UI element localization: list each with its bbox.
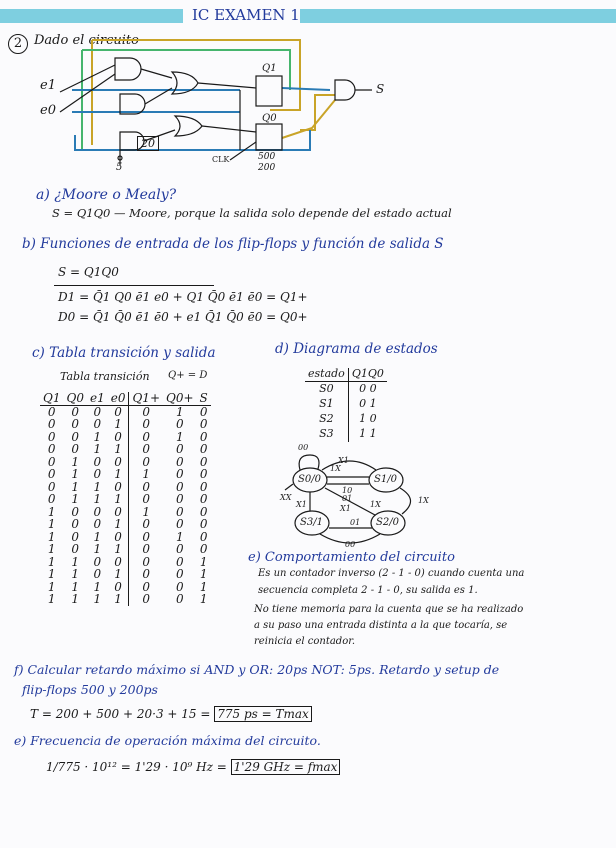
- table-cell: 1: [47, 529, 56, 544]
- table-cell: 0: [114, 529, 122, 544]
- table-cell: 1: [93, 492, 102, 506]
- output-s-label: S: [376, 82, 385, 96]
- not-delay-label: 5: [116, 162, 123, 173]
- table-cell: 1: [71, 592, 80, 606]
- table-cell: 0: [129, 518, 163, 531]
- table-cell: 1: [47, 579, 56, 594]
- ff-q0-label: Q0: [262, 113, 277, 124]
- input-e1-label: e1: [40, 78, 56, 93]
- question-c: c) Tabla transición y salida: [32, 345, 216, 361]
- table-cell: 0: [71, 417, 80, 431]
- freq-calc-text: 1/775 · 10¹² = 1'29 · 10⁹ Hz =: [46, 760, 227, 774]
- problem-intro: Dado el circuito: [34, 33, 139, 48]
- table-cell: 0: [175, 592, 184, 606]
- table-cell: 1: [71, 567, 80, 581]
- table-cell: 0: [114, 479, 122, 494]
- answer-a: S = Q1Q0 — Moore, porque la salida solo depende del estado actual: [52, 206, 452, 220]
- table-cell: 0: [71, 529, 80, 544]
- table-cell: 1: [71, 467, 80, 481]
- table-cell: 0: [129, 593, 163, 606]
- table-cell: 0: [129, 543, 163, 556]
- arrow-s1-s2: [400, 488, 411, 514]
- table-cell: 1: [47, 554, 56, 569]
- table-cell: 0: [71, 442, 80, 456]
- table-cell: 1: [114, 492, 122, 506]
- state-cell: 1 0: [348, 412, 387, 427]
- problem-number-text: 2: [13, 36, 23, 51]
- table-cell: 0: [199, 454, 208, 469]
- table-cell: 0: [175, 442, 184, 456]
- table-cell: 0: [71, 504, 80, 519]
- table-subtitle: Tabla transición: [60, 370, 150, 383]
- state-cell: 0 0: [348, 381, 387, 397]
- edge-label: 00: [298, 443, 309, 452]
- table-cell: 0: [114, 554, 122, 569]
- table-cell: 0: [93, 417, 102, 431]
- table-cell: 1: [47, 542, 56, 556]
- table-header-cell: e1: [89, 391, 105, 405]
- edge-label: X1: [340, 504, 351, 513]
- question-e: e) Comportamiento del circuito: [248, 550, 455, 565]
- question-g: e) Frecuencia de operación máxima del circuito.: [14, 733, 321, 748]
- table-cell: 0: [71, 517, 80, 531]
- table-cell: 0: [114, 579, 122, 594]
- table-cell: 0: [197, 405, 211, 418]
- table-cell: 0: [129, 556, 163, 569]
- table-cell: 0: [71, 429, 80, 444]
- state-cell: 0 1: [348, 397, 387, 412]
- page-title: IC EXAMEN 1: [192, 6, 300, 24]
- ff-q1-label: Q1: [262, 63, 277, 74]
- table-cell: 0: [175, 454, 184, 469]
- table-cell: 0: [93, 567, 102, 581]
- table-note: Q+ = D: [168, 370, 208, 381]
- question-f-line2: flip-flops 500 y 200ps: [22, 682, 158, 697]
- question-a: a) ¿Moore o Mealy?: [36, 187, 177, 203]
- table-cell: 0: [199, 479, 208, 494]
- table-cell: 0: [47, 442, 56, 456]
- table-cell: 0: [175, 542, 184, 556]
- table-header-cell: Q0: [66, 391, 84, 405]
- table-cell: 1: [129, 506, 163, 519]
- table-cell: 1: [71, 579, 80, 594]
- table-cell: 0: [129, 481, 163, 494]
- input-e0-label: e0: [40, 103, 56, 118]
- table-cell: 1: [114, 467, 122, 481]
- table-cell: 0: [93, 504, 102, 519]
- table-cell: 0: [87, 405, 108, 418]
- table-cell: 0: [47, 454, 56, 469]
- table-cell: 1: [114, 517, 122, 531]
- table-header-cell: e0: [110, 391, 126, 405]
- table-cell: 0: [47, 492, 56, 506]
- table-cell: 0: [199, 417, 208, 431]
- table-header-cell: S: [199, 391, 208, 405]
- behavior-line: secuencia completa 2 - 1 - 0, su salida es 1.: [258, 585, 478, 596]
- table-cell: 1: [93, 529, 102, 544]
- table-cell: 1: [47, 504, 56, 519]
- table-cell: 1: [114, 542, 122, 556]
- frequency-result: 1'29 GHz = fmax: [231, 759, 341, 775]
- table-cell: 0: [175, 417, 184, 431]
- edge-label: 00: [345, 540, 356, 549]
- table-cell: 1: [93, 542, 102, 556]
- table-cell: 1: [114, 417, 122, 431]
- table-cell: 0: [199, 504, 208, 519]
- question-b: b) Funciones de entrada de los flip-flops y función de salida S: [22, 236, 444, 252]
- delay-calculation: [30, 707, 312, 721]
- clock-label: CLK: [212, 155, 230, 164]
- behavior-line: Es un contador inverso (2 - 1 - 0) cuando cuenta una: [258, 568, 525, 579]
- table-header-cell: Q1: [43, 391, 61, 405]
- table-cell: 1: [175, 529, 184, 544]
- table-cell: 0: [175, 504, 184, 519]
- table-cell: 0: [114, 504, 122, 519]
- table-cell: 0: [129, 405, 163, 418]
- table-cell: 0: [129, 418, 163, 431]
- table-cell: 0: [114, 454, 122, 469]
- table-cell: 0: [175, 579, 184, 594]
- frequency-calculation: [46, 760, 340, 774]
- table-cell: 0: [199, 467, 208, 481]
- edge-label: 01: [342, 494, 353, 503]
- table-cell: 0: [199, 429, 208, 444]
- state-cell: S0: [319, 381, 334, 395]
- table-cell: 0: [47, 429, 56, 444]
- table-cell: 1: [47, 517, 56, 531]
- table-cell: 0: [199, 442, 208, 456]
- table-cell: 0: [129, 581, 163, 594]
- table-cell: 0: [199, 517, 208, 531]
- table-cell: 0: [129, 443, 163, 456]
- equation-d0: D0 = Q̄1 Q̄0 ē1 ē0 + e1 Q̄1 Q̄0 ē0 = Q0+: [58, 310, 308, 324]
- edge-label: XX: [280, 493, 292, 502]
- state-header-cell: Q1Q0: [348, 368, 387, 381]
- state-cell: S1: [319, 396, 334, 410]
- node-label-s1: S1/0: [374, 474, 397, 485]
- node-label-s2: S2/0: [376, 517, 399, 528]
- equation-d1: D1 = Q̄1 Q0 ē1 e0 + Q1 Q̄0 ē1 ē0 = Q1+: [58, 290, 308, 304]
- table-cell: 0: [175, 517, 184, 531]
- table-cell: 1: [93, 429, 102, 444]
- table-cell: 1: [199, 554, 208, 569]
- table-cell: 1: [47, 567, 56, 581]
- table-cell: 0: [175, 467, 184, 481]
- behavior-line: reinicia el contador.: [254, 636, 356, 647]
- edge-label: X1: [338, 456, 349, 465]
- state-cell: S2: [319, 411, 334, 425]
- table-cell: 0: [93, 554, 102, 569]
- table-cell: 1: [129, 468, 163, 481]
- state-cell: 1 1: [348, 427, 387, 442]
- table-cell: 1: [93, 479, 102, 494]
- table-cell: 0: [93, 467, 102, 481]
- table-cell: 0: [129, 431, 163, 444]
- state-cell: S3: [319, 426, 334, 440]
- table-cell: 0: [108, 405, 129, 418]
- delay-result: 775 ps = Tmax: [214, 706, 312, 722]
- edge-label: 1X: [370, 500, 381, 509]
- table-header-cell: Q0+: [166, 391, 194, 405]
- table-cell: 0: [47, 479, 56, 494]
- table-cell: 0: [175, 492, 184, 506]
- table-cell: 0: [93, 454, 102, 469]
- table-cell: 1: [163, 405, 197, 418]
- table-cell: 0: [40, 405, 63, 418]
- question-f-line1: f) Calcular retardo máximo si AND y OR: 20ps NOT: 5ps. Retardo y setup de: [14, 662, 500, 677]
- edge-label: X1: [296, 500, 307, 509]
- table-cell: 1: [199, 592, 208, 606]
- table-cell: 1: [114, 442, 122, 456]
- table-cell: 0: [129, 531, 163, 544]
- edge-label: 1X: [330, 464, 341, 473]
- table-cell: 0: [114, 429, 122, 444]
- table-cell: 1: [175, 429, 184, 444]
- table-cell: 1: [71, 479, 80, 494]
- table-cell: 0: [129, 568, 163, 581]
- ff-time-1: 500: [258, 152, 276, 162]
- table-cell: 1: [71, 454, 80, 469]
- table-cell: 1: [71, 492, 80, 506]
- gate-delay-label: 20: [137, 136, 159, 151]
- edge-label: 01: [350, 518, 361, 527]
- table-cell: 1: [199, 567, 208, 581]
- table-cell: 1: [93, 592, 102, 606]
- table-header-cell: Q1+: [129, 392, 163, 405]
- table-cell: 1: [47, 592, 56, 606]
- table-cell: 0: [199, 529, 208, 544]
- equation-s: S = Q1Q0: [58, 265, 119, 279]
- table-cell: 1: [199, 579, 208, 594]
- table-cell: 0: [63, 405, 86, 418]
- edge-label: 10: [342, 486, 353, 495]
- table-cell: 0: [175, 554, 184, 569]
- state-header-cell: estado: [305, 368, 348, 381]
- table-cell: 1: [93, 442, 102, 456]
- edge-label: 1X: [418, 496, 429, 505]
- table-cell: 0: [47, 417, 56, 431]
- table-cell: 1: [114, 592, 122, 606]
- table-cell: 1: [71, 554, 80, 569]
- table-cell: 0: [71, 542, 80, 556]
- table-cell: 1: [93, 579, 102, 594]
- table-cell: 1: [114, 567, 122, 581]
- behavior-line: No tiene memoria para la cuenta que se ha realizado: [254, 604, 524, 615]
- arrow-s0-left: [285, 484, 293, 490]
- behavior-line: a su paso una entrada distinta a la que tocaría, se: [254, 620, 508, 631]
- table-cell: 0: [199, 542, 208, 556]
- table-cell: 0: [175, 479, 184, 494]
- ff-time-2: 200: [258, 163, 276, 173]
- node-label-s0: S0/0: [298, 474, 321, 485]
- table-cell: 0: [129, 493, 163, 506]
- table-cell: 0: [47, 467, 56, 481]
- question-d: d) Diagrama de estados: [275, 341, 438, 357]
- delay-calc-text: T = 200 + 500 + 20·3 + 15 =: [30, 707, 211, 721]
- table-cell: 0: [93, 517, 102, 531]
- table-cell: 0: [199, 492, 208, 506]
- table-cell: 0: [129, 456, 163, 469]
- table-cell: 0: [175, 567, 184, 581]
- node-label-s3: S3/1: [300, 517, 323, 528]
